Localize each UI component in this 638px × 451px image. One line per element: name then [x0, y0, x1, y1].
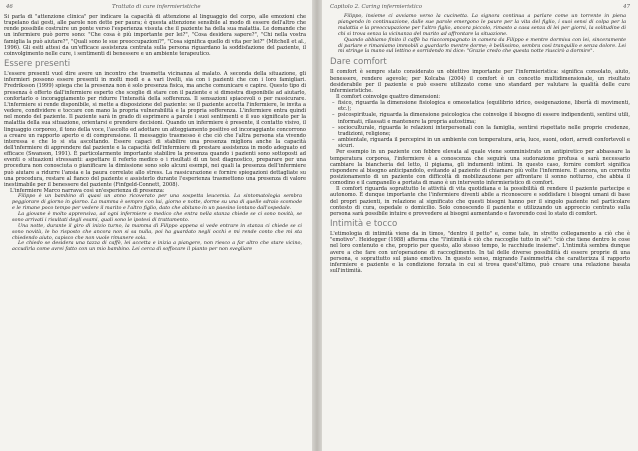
- running-head: Trattato di cure infermieristiche: [112, 4, 201, 10]
- page-number: 47: [623, 4, 630, 10]
- running-head: Capitolo 2. Caring infermieristico: [330, 4, 422, 10]
- comfort-dimensions-list: [330, 100, 630, 149]
- comfort-list-intro: Il comfort coinvolge quattro dimensioni:: [336, 93, 441, 100]
- quote-paragraph: La giovane è molto apprensiva, ad ogni infermiere o medico che entra nella stanza chiede se ci sono novità, se sono arrivati i risultati degli esami, quali sono le ipotesi di trattamento.: [12, 210, 302, 223]
- comfort-intro: Il comfort è sempre stato considerato un obiettivo importante per l'infermieristica: significa consolato, aiuto, benessere, rendere agevole; per Kolcaba (2004) il comfort è un concetto multidimensionale, un risultato desiderabile per il paziente e può essere utilizzato come uno standard per valutare la qualità delle cure infermieristiche.: [330, 69, 630, 94]
- book-gutter: [312, 0, 322, 451]
- right-page: [322, 0, 638, 451]
- quote-paragraph: Quando abbiamo finito il caffè ha riaccompagnato in camera da Filippo e mentre dormiva con lei, sinceramente di parlare e rimaniamo immobili a guardarlo mentre dorme; è bellissimo, sembra così tranquillo e senza dolore. Lei mi stringe la mano sul lettino e sorridendo mi dice: "Grazie credo che questa notte riuscirò a dormire".: [338, 36, 626, 55]
- list-item: – ambientale, riguarda il percepirsi in un ambiente con temperatura, aria, luce, suoni, odori, arredi confortevoli e sicuri.: [338, 137, 630, 149]
- section-title: Essere presenti: [4, 59, 71, 70]
- right-text-column: [330, 14, 630, 274]
- section-title-intimacy: Intimità e tocco: [330, 219, 398, 230]
- comfort-paragraph: Il comfort riguarda soprattutto le attività di vita quotidiana e la possibilità di rendere il paziente partecipe e autonomo. È dunque importante che l'infermiere diventi abile a riconoscere e soddisfare i bisogni umani di base del propri pazienti, in relazione al significato che questi bisogni hanno per il singolo paziente nel particolare contesto di cura, ospedale o domicilio. Solo conoscendo il paziente e utilizzando un approccio centrato sulla persona sarà possibile intuire e provvedere ai bisogni aumentando e favorendo così lo stato di comfort.: [330, 186, 630, 217]
- list-item: – fisico, riguarda la dimensione fisiologica e omeostatica (equilibrio idrico, ossigenazione, libertà di movimenti, etc.);: [338, 100, 630, 112]
- page-number: 46: [6, 4, 13, 10]
- quote-paragraph: Una notte, durante il giro di inizio turno, la mamma di Filippo appena si vede entrare in stanza ci chiede se ci sono novità, le ho risposto che ancora non si sa nulla, poi ha guardato negli occhi e mi rende conto che mi sta chiedendo aiuto, capisco che non vuole rimanere sola.: [12, 222, 302, 241]
- intimacy-paragraph: L'etimologia di intimità viene da in timos, "dentro il petto" e, come tale, in stretto collegamento a ciò che è "emotivo". Heidegger (1988) afferma che "l'intimità è ciò che raccoglie tutto in sé": "ciò che tiene dentro le cose nel loro contenuto e che, proprio per questo, allo stesso tempo, le racchiude insieme". L'intimità sembra dunque avere a che fare con un'operazione di raccoglimento. In tal delle diverse possibilità di essere proprie di una persona, e soprattutto sul piano emotivo. In questo senso, migrando l'asimmetria che caratterizza il rapporto infermiere e paziente e la condizione forzata in cui si trova quest'ultimo, può creare una relazione basata sull'intimità.: [330, 231, 630, 275]
- comfort-paragraph: Per esempio in un paziente con febbre elevata al quale viene somministrato un antipiretico per abbassare la temperatura corporea, l'infermiere è a conoscenza che seguirà una sudorazione profusa e sarà necessario cambiare la biancheria del letto, il pigiama, gli indumenti intimi. In questo caso, fornire comfort significa rispondere al bisogno anticipandolo, evitando al paziente di chiamare più volte l'infermiere. E ancora, un corretto posizionamento di un paziente con difficoltà di mobilizzazione per affrontare il sonno notturno, che abbia il comodino e il campanello a portata di mano è un intervento infermieristico di comfort.: [330, 149, 630, 187]
- left-text-column: [4, 14, 306, 253]
- section-title-comfort: Dare comfort: [330, 57, 387, 68]
- quote-paragraph: Filippo è un bambino di quasi un anno ricoverato per una sospetta leucemia. La sintomatologia sembra peggiorare di giorno in giorno. La mamma è sempre con lui, giorno e notte, dorme su una di quelle sdraio scomode e le rimane poco tempo per vedere il marito e l'altro figlio, dato che abitano in un paesino lontano dall'ospedale.: [12, 193, 302, 212]
- list-item: – psicospirituale, riguarda la dimensione psicologica che coinvolge il bisogno di essere indipendenti, sentirsi utili, informati, rilassati e mantenere la propria autostima;: [338, 112, 630, 124]
- quote-paragraph: Filippo, insieme ci avviamo verso la cucinetta. La signora continua a parlare come un torrente in piena piangendo in continuazione, dalle sue parole emergono le paure per la vita del figlio, i suoi sensi di colpa per la malattia e la preoccupazione per l'altro figlio, ancora piccolo, rimasto a casa senza di lei per giorni, la solitudine di chi si trova senza la vicinanza del marito ad affrontare la situazione.: [338, 13, 626, 37]
- list-item: – socioculturale, riguarda le relazioni interpersonali con la famiglia, sentirsi rispettato nelle proprie credenze, tradizioni, religione;: [338, 125, 630, 137]
- left-page: [0, 0, 312, 451]
- intro-paragraph: Si parla di "attenzione clinica" per indicare la capacità di attenzione al linguaggio del corpo, alle emozioni che trapelano dai gesti, alle parole non dette per paura; è questa attenzione sensibile al modo di essere dell'altro che rende possibile costruire un ponte verso l'esperienza vissuta che il paziente ha della sua malattia. Le domande che un infermiere può porre sono: "Che cosa è più importante per lei?", "Cosa desidera sapere?", "Chi nella vostra famiglia la può aiutare?", "Quali sono le sue preoccupazioni?", "Cosa significa quello di vita per lei?" (Mitchell et al., 1996). Gli esiti attesi da un'efficace assistenza centrata sulla persona riguardano la soddisfazione del paziente, il coinvolgimento nelle cure, i sentimenti di benessere e un ambiente terapeutico.: [4, 14, 306, 57]
- quote-paragraph: Le chiedo se desidera una tazza di caffè, lei accetta e inizia a piangere, non riesco a far altro che stare vicino, accudirla come avrei fatto con un mio bambino. Lei cerca di soffocare il pianto per non svegliare: [12, 240, 302, 253]
- section-paragraph: L'essere presenti vuol dire avere un incontro che trasmetta vicinanza al malato. A seconda della situazione, gli infermieri possono essere presenti in molti modi e a vari livelli, sia con i pazienti che con i loro famigliari. Fredriksson (1999) spiega che la presenza non è solo presenza fisica, ma anche comunicare e capire. Questo tipo di presenza è offerto dall'infermiere esperto che sceglie di stare con il paziente e si dimostra disponibile ad aiutarlo, confortarlo o incoraggiamento per ridurre l'intensità della sofferenza. Il sensazioni spiacevoli o per rassicurare. L'infermiere si rende disponibile, si mette a disposizione del paziente: se il paziente accetta l'infermiere, le invita a vedere, condividere e toccare con mano la propria vulnerabilità e la propria sofferenza. L'infermiere entra quindi nel mondo del paziente. Il paziente sarà in grado di esprimere a parole i suoi sentimenti e il suo significato per la malattia della sua situazione, orientarsi e prendere decisioni. Quando un infermiere è presente, il contatto visivo, il linguaggio corporeo, il tono della voce, l'ascolto ed adottare un atteggiamento positivo ed incoraggiante concorrono a creare un rapporto aperto e di comprensione. Il messaggio trasmesso è che ciò che l'altra persona sta vivendo interessa e che lo si sta ascoltando. Essere capaci di stabilire una presenza migliora anche la capacità dell'infermiere di apprendere dal paziente e la capacità dell'infermiere di prestare assistenza in modo adeguato ed efficace (Swanson, 1991). È particolarmente importante stabilire la presenza quando i pazienti sono sottoposti ad eventi o situazioni stressanti: aspettare il referto medico o i risultati di un test diagnostico, preparare per una procedura non conosciuta o pianificare la dimissione sono solo alcuni esempi, nei quali la presenza dell'infermiere può aiutare a ridurre l'ansia e la paura correlate allo stress. La rassicurazione e fornire spiegazioni dettagliate su una procedura, restare al fianco del paziente e assisterlo durante l'esperienza trasmettono una presenza di valore inestimabile per il benessere del paziente (Finfgeld-Connett, 2008).: [4, 71, 306, 188]
- closing-paragraph: L'infermiere Marco narrava così un'esperienza di presenza:: [10, 188, 165, 195]
